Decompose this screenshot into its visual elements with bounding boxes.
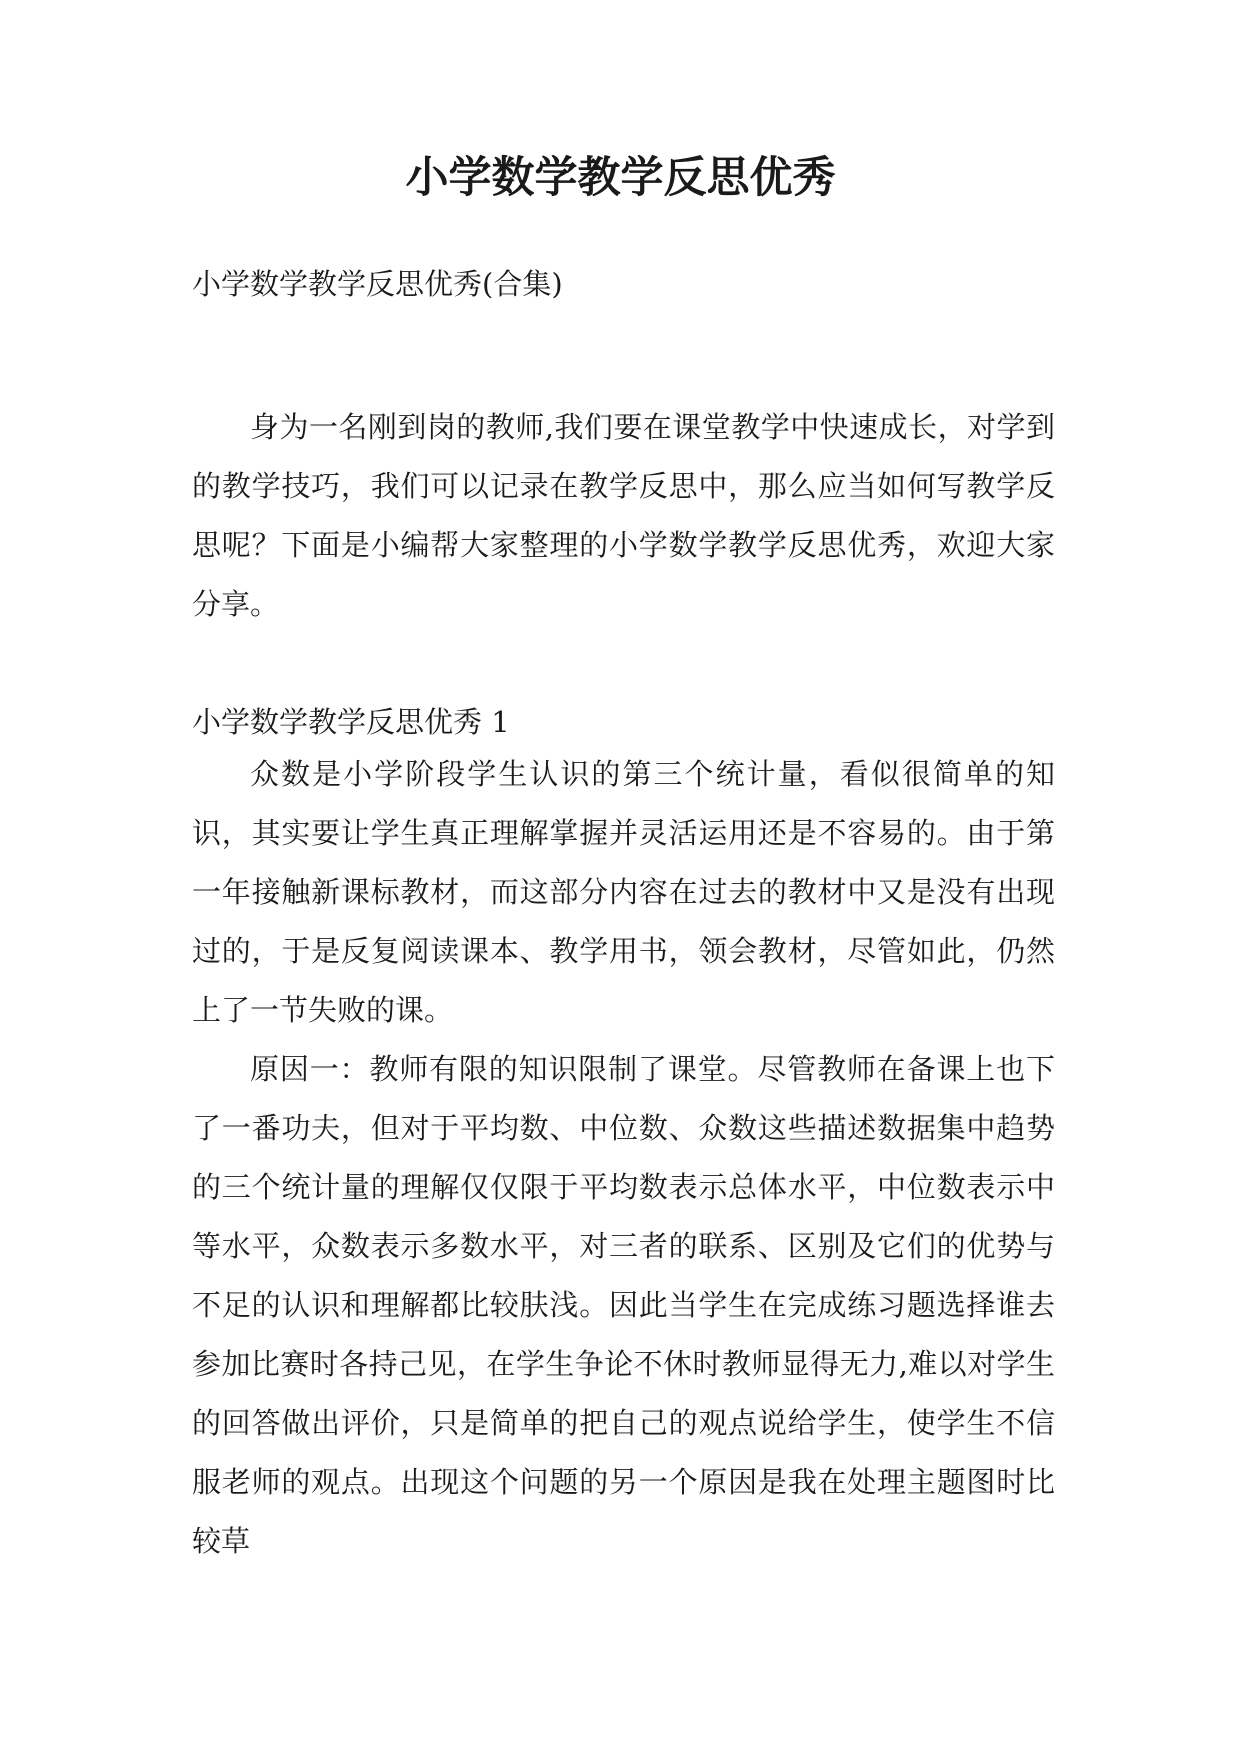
section-1-heading: 小学数学教学反思优秀 1 xyxy=(192,705,510,739)
section-1-body xyxy=(192,745,1055,1571)
document-title: 小学数学教学反思优秀 xyxy=(405,153,836,203)
section-1-paragraph-2: 原因一：教师有限的知识限制了课堂。尽管教师在备课上也下了一番功夫，但对于平均数、中位数、众数这些描述数据集中趋势的三个统计量的理解仅仅限于平均数表示总体水平，中位数表示中等水平，众数表示多数水平，对三者的联系、区别及它们的优势与不足的认识和理解都比较肤浅。因此当学生在完成练习题选择谁去参加比赛时各持己见，在学生争论不休时教师显得无力,难以对学生的回答做出评价，只是简单的把自己的观点说给学生，使学生不信服老师的观点。出现这个问题的另一个原因是我在处理主题图时比较草 xyxy=(192,1052,1055,1558)
section-1-paragraph-1: 众数是小学阶段学生认识的第三个统计量，看似很简单的知识，其实要让学生真正理解掌握并灵活运用还是不容易的。由于第一年接触新课标教材，而这部分内容在过去的教材中又是没有出现过的，于是反复阅读课本、教学用书，领会教材，尽管如此，仍然上了一节失败的课。 xyxy=(192,757,1055,1027)
document-subtitle: 小学数学教学反思优秀(合集) xyxy=(192,267,563,301)
intro-paragraph: 身为一名刚到岗的教师,我们要在课堂教学中快速成长，对学到的教学技巧，我们可以记录在教学反思中，那么应当如何写教学反思呢？下面是小编帮大家整理的小学数学教学反思优秀，欢迎大家分享。 xyxy=(192,410,1055,621)
intro-section xyxy=(192,398,1055,634)
